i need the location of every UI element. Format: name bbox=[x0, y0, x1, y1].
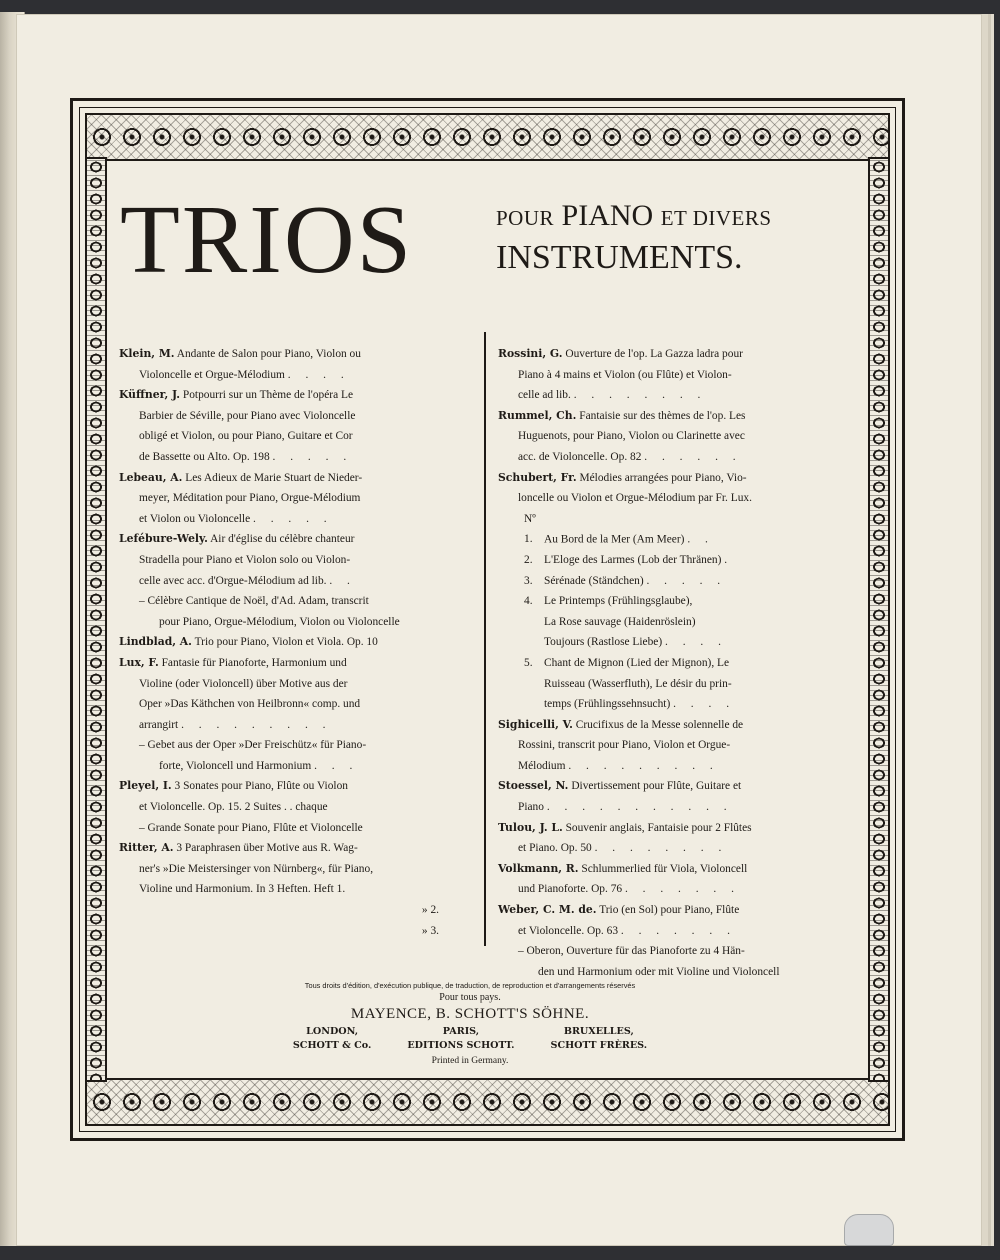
entry-line bbox=[498, 571, 818, 592]
entry-text: Barbier de Séville, pour Piano avec Violoncelle bbox=[139, 409, 356, 422]
entry-text: den und Harmonium oder mit Violine und Violoncell bbox=[538, 965, 780, 978]
catalogue-entry bbox=[119, 632, 441, 653]
leader-dots: . . . . . . . bbox=[624, 883, 740, 896]
rights-notice: Tous droits d'édition, d'exécution publique, de traduction, de reproduction et d'arrangements réservés bbox=[304, 981, 636, 990]
leader-dots: . . . . . bbox=[646, 574, 727, 587]
ornament-band-bottom bbox=[85, 1078, 890, 1126]
entry-text: Chant de Mignon (Lied der Mignon), Le bbox=[544, 656, 730, 669]
catalogue-sub-entry bbox=[119, 921, 441, 942]
rights-scope: Pour tous pays. bbox=[439, 992, 501, 1003]
entry-line bbox=[498, 694, 818, 715]
subtitle-line-1 bbox=[496, 198, 856, 236]
entry-line bbox=[119, 529, 441, 550]
leader-dots: . . . bbox=[314, 759, 359, 772]
composer-name: Rummel, Ch. bbox=[498, 408, 577, 422]
entry-line bbox=[119, 426, 441, 447]
catalogue-entry bbox=[498, 859, 818, 900]
ornament-band-right bbox=[868, 157, 890, 1082]
entry-line bbox=[119, 818, 441, 839]
catalogue-entry bbox=[119, 468, 441, 530]
leader-dots: . . . . . . . . . bbox=[568, 759, 719, 772]
leader-dots: . . . . . . . . . . . bbox=[546, 801, 733, 814]
entry-line bbox=[498, 715, 818, 736]
entry-text: Piano à 4 mains et Violon (ou Flûte) et Violon- bbox=[518, 368, 732, 381]
entry-text: Mélodium bbox=[518, 759, 566, 772]
title-block bbox=[120, 186, 860, 300]
leader-dots: . . bbox=[329, 574, 356, 587]
entry-line bbox=[498, 756, 818, 777]
leader-dots: . bbox=[724, 553, 734, 566]
entry-line bbox=[498, 818, 818, 839]
entry-text: Violine und Harmonium. In 3 Heften. Heft 1. bbox=[139, 883, 346, 896]
entry-line bbox=[119, 776, 441, 797]
entry-text: acc. de Violoncelle. Op. 82 bbox=[518, 450, 642, 463]
entry-text: Crucifixus de la Messe solennelle de bbox=[575, 718, 744, 731]
entry-text: Fantaisie sur des thèmes de l'op. Les bbox=[579, 409, 746, 422]
entry-text: Souvenir anglais, Fantaisie pour 2 Flûtes bbox=[565, 821, 752, 834]
entry-text: Trio (en Sol) pour Piano, Flûte bbox=[599, 904, 740, 917]
entry-line bbox=[119, 632, 441, 653]
entry-text: meyer, Méditation pour Piano, Orgue-Mélodium bbox=[139, 492, 361, 505]
entry-line bbox=[119, 921, 441, 942]
entry-text: celle ad lib. bbox=[518, 389, 571, 402]
numbered-item bbox=[498, 653, 818, 715]
entry-text: Sérénade (Ständchen) bbox=[544, 574, 644, 587]
entry-line bbox=[119, 509, 441, 530]
leader-dots: . . . . . bbox=[253, 512, 333, 525]
composer-name: Küffner, J. bbox=[119, 388, 181, 402]
catalogue-sub-entry bbox=[119, 591, 441, 632]
entry-text: 3 Paraphrasen über Motive aus R. Wag- bbox=[176, 842, 358, 855]
entry-line bbox=[119, 344, 441, 365]
entry-text: – Oberon, Ouverture für das Pianoforte zu 4 Hän- bbox=[518, 945, 745, 958]
entry-text: forte, Violoncell und Harmonium bbox=[159, 759, 312, 772]
entry-text: Le Printemps (Frühlingsglaube), bbox=[544, 595, 693, 608]
entry-text: Toujours (Rastlose Liebe) bbox=[544, 636, 663, 649]
catalogue-entry bbox=[119, 838, 441, 900]
item-number: Nº 1. bbox=[524, 512, 536, 546]
entry-text: 3 Sonates pour Piano, Flûte ou Violon bbox=[174, 780, 348, 793]
branch-house: SCHOTT & Co. bbox=[292, 1040, 372, 1051]
entry-line bbox=[498, 797, 818, 818]
entry-text: et Piano. Op. 50 bbox=[518, 842, 592, 855]
entry-line bbox=[498, 488, 818, 509]
entry-line bbox=[119, 900, 441, 921]
entry-text: arrangirt bbox=[139, 718, 179, 731]
composer-name: Schubert, Fr. bbox=[498, 470, 577, 484]
entry-line bbox=[498, 550, 818, 571]
entry-line bbox=[119, 838, 441, 859]
entry-text: – Gebet aus der Oper »Der Freischütz« für Piano- bbox=[139, 739, 367, 752]
entry-line bbox=[498, 344, 818, 365]
catalogue-entry bbox=[119, 529, 441, 591]
branch-city: PARIS, bbox=[442, 1026, 480, 1037]
entry-line bbox=[119, 447, 441, 468]
composer-name: Lefébure-Wely. bbox=[119, 532, 208, 546]
entry-line bbox=[498, 735, 818, 756]
leader-dots: . . bbox=[687, 533, 714, 546]
entry-line bbox=[498, 612, 818, 633]
catalogue-entry bbox=[119, 653, 441, 735]
composer-name: Tulou, J. L. bbox=[498, 820, 563, 834]
branch-london bbox=[293, 1025, 371, 1053]
catalogue-sub-entry bbox=[119, 735, 441, 776]
entry-text: Violine (oder Violoncell) über Motive aus der bbox=[139, 677, 348, 690]
subtitle-instruments: INSTRUMENTS. bbox=[496, 239, 743, 276]
catalogue-entry bbox=[498, 776, 818, 817]
catalogue-sub-entry bbox=[119, 818, 441, 839]
entry-line bbox=[498, 365, 818, 386]
leader-dots: . . . . bbox=[287, 368, 350, 381]
entry-line bbox=[119, 653, 441, 674]
branch-house: EDITIONS SCHOTT. bbox=[407, 1040, 515, 1051]
entry-line bbox=[119, 674, 441, 695]
branch-bruxelles bbox=[551, 1025, 648, 1053]
composer-name: Pleyel, I. bbox=[119, 779, 172, 793]
composer-name: Lux, F. bbox=[119, 655, 159, 669]
leader-dots: . . . . . bbox=[272, 450, 353, 463]
entry-text: Huguenots, pour Piano, Violon ou Clarinette avec bbox=[518, 430, 745, 443]
entry-line bbox=[498, 859, 818, 880]
entry-text: Schlummerlied für Viola, Violoncell bbox=[581, 862, 748, 875]
entry-line bbox=[498, 838, 818, 859]
leader-dots: . . . . bbox=[673, 698, 736, 711]
entry-text: Violoncelle et Orgue-Mélodium bbox=[139, 368, 285, 381]
entry-line bbox=[498, 776, 818, 797]
branch-paris bbox=[407, 1025, 514, 1053]
entry-text: Trio pour Piano, Violon et Viola. Op. 10 bbox=[194, 636, 378, 649]
entry-line bbox=[119, 406, 441, 427]
entry-text: Fantasie für Pianoforte, Harmonium und bbox=[161, 656, 347, 669]
catalogue-entry bbox=[119, 385, 441, 467]
leader-dots: . . . . . . . bbox=[620, 924, 736, 937]
branch-city: BRUXELLES, bbox=[563, 1026, 634, 1037]
composer-name: Weber, C. M. de. bbox=[498, 903, 597, 917]
entry-line bbox=[119, 859, 441, 880]
ornament-band-left bbox=[85, 157, 107, 1082]
scanner-clip bbox=[844, 1214, 894, 1246]
entry-line bbox=[119, 468, 441, 489]
column-divider bbox=[484, 332, 486, 946]
numbered-item bbox=[498, 571, 818, 592]
ornament-band-top bbox=[85, 113, 890, 161]
subtitle-pour: POUR bbox=[496, 206, 555, 230]
leader-dots: . . . . . . bbox=[644, 450, 742, 463]
subtitle-et-divers: ET DIVERS bbox=[660, 206, 772, 230]
entry-line bbox=[119, 488, 441, 509]
entry-line bbox=[498, 509, 818, 550]
entry-text: – Grande Sonate pour Piano, Flûte et Violoncelle bbox=[139, 821, 363, 834]
entry-line bbox=[119, 571, 441, 592]
numbered-item bbox=[498, 509, 818, 550]
entry-text: et Violon ou Violoncelle bbox=[139, 512, 251, 525]
leader-dots: . . . . bbox=[665, 636, 727, 649]
entry-text: Les Adieux de Marie Stuart de Nieder- bbox=[185, 471, 363, 484]
entry-line bbox=[119, 879, 441, 900]
entry-text: Divertissement pour Flûte, Guitare et bbox=[571, 780, 742, 793]
entry-line bbox=[498, 591, 818, 612]
item-number: 3. bbox=[524, 574, 533, 587]
entry-text: Oper »Das Käthchen von Heilbronn« comp. und bbox=[139, 698, 361, 711]
branch-city: LONDON, bbox=[306, 1026, 359, 1037]
entry-text: Air d'église du célèbre chanteur bbox=[210, 533, 355, 546]
entry-line bbox=[498, 900, 818, 921]
entry-text: Ruisseau (Wasserfluth), Le désir du prin- bbox=[544, 677, 732, 690]
entry-line bbox=[119, 715, 441, 736]
catalogue-entry bbox=[498, 715, 818, 777]
entry-line bbox=[498, 879, 818, 900]
entry-text: Ouverture de l'op. La Gazza ladra pour bbox=[565, 348, 743, 360]
entry-text: ner's »Die Meistersinger von Nürnberg«, für Piano, bbox=[139, 862, 374, 875]
leader-dots: . . . . . . . . bbox=[573, 389, 707, 402]
composer-name: Rossini, G. bbox=[498, 347, 563, 360]
catalogue-column-left bbox=[119, 344, 441, 941]
entry-text: celle avec acc. d'Orgue-Mélodium ad lib. bbox=[139, 574, 327, 587]
entry-line bbox=[119, 756, 441, 777]
catalogue-entry bbox=[119, 776, 441, 817]
entry-line bbox=[498, 468, 818, 489]
entry-text: pour Piano, Orgue-Mélodium, Violon ou Violoncelle bbox=[159, 615, 400, 628]
composer-name: Klein, M. bbox=[119, 347, 175, 360]
catalogue-column-right bbox=[498, 344, 818, 982]
subtitle-piano: PIANO bbox=[561, 199, 654, 232]
composer-name: Volkmann, R. bbox=[498, 861, 579, 875]
entry-line bbox=[119, 735, 441, 756]
entry-line bbox=[498, 921, 818, 942]
entry-line bbox=[119, 694, 441, 715]
entry-text: Piano bbox=[518, 801, 544, 814]
leader-dots: . . . . . . . . . bbox=[181, 718, 332, 731]
entry-line bbox=[498, 447, 818, 468]
composer-name: Stoessel, N. bbox=[498, 779, 569, 793]
entry-text: temps (Frühlingssehnsucht) bbox=[544, 698, 671, 711]
item-number: 5. bbox=[524, 656, 533, 669]
entry-text: Au Bord de la Mer (Am Meer) bbox=[544, 533, 685, 546]
entry-text: et Violoncelle. Op. 63 bbox=[518, 924, 619, 937]
entry-line bbox=[119, 550, 441, 571]
catalogue-sub-entry bbox=[119, 900, 441, 921]
item-number: 4. bbox=[524, 595, 533, 608]
entry-text: La Rose sauvage (Haidenröslein) bbox=[544, 615, 696, 628]
entry-text: und Pianoforte. Op. 76 bbox=[518, 883, 623, 896]
catalogue-entry bbox=[498, 344, 818, 406]
composer-name: Sighicelli, V. bbox=[498, 717, 573, 731]
entry-line bbox=[119, 612, 441, 633]
catalogue-entry bbox=[119, 344, 441, 385]
entry-line bbox=[498, 941, 818, 962]
entry-line bbox=[498, 632, 818, 653]
numbered-item bbox=[498, 550, 818, 571]
catalogue-entry bbox=[498, 468, 818, 509]
entry-line bbox=[498, 653, 818, 674]
entry-text: Stradella pour Piano et Violon solo ou Violon- bbox=[139, 553, 351, 566]
entry-line bbox=[498, 674, 818, 695]
entry-text: loncelle ou Violon et Orgue-Mélodium par Fr. Lux. bbox=[518, 492, 752, 505]
numbered-item bbox=[498, 591, 818, 653]
entry-text: » 3. bbox=[421, 924, 439, 937]
printed-in: Printed in Germany. bbox=[431, 1056, 509, 1066]
entry-line bbox=[119, 385, 441, 406]
title-subtitle bbox=[496, 198, 856, 280]
publisher-footer bbox=[100, 980, 840, 1069]
entry-line bbox=[119, 591, 441, 612]
item-number: 2. bbox=[524, 553, 533, 566]
entry-text: Rossini, transcrit pour Piano, Violon et Orgue- bbox=[518, 739, 731, 752]
entry-text: Potpourri sur un Thème de l'opéra Le bbox=[182, 389, 354, 402]
entry-text: Mélodies arrangées pour Piano, Vio- bbox=[579, 471, 747, 484]
entry-text: » 2. bbox=[421, 904, 439, 917]
catalogue-sub-entry bbox=[498, 941, 818, 982]
publisher-name: MAYENCE, B. SCHOTT'S SÖHNE. bbox=[350, 1006, 590, 1022]
catalogue-entry bbox=[498, 406, 818, 468]
branch-house: SCHOTT FRÈRES. bbox=[550, 1040, 648, 1051]
entry-line bbox=[498, 385, 818, 406]
leader-dots: . . . . . . . . bbox=[594, 842, 728, 855]
catalogue-entry bbox=[498, 900, 818, 941]
catalogue-entry bbox=[498, 818, 818, 859]
composer-name: Lindblad, A. bbox=[119, 635, 192, 649]
entry-line bbox=[119, 365, 441, 386]
title-trios: TRIOS bbox=[120, 186, 414, 294]
entry-text: de Bassette ou Alto. Op. 198 bbox=[139, 450, 270, 463]
entry-text: Andante de Salon pour Piano, Violon ou bbox=[176, 348, 361, 360]
entry-line bbox=[498, 406, 818, 427]
entry-text: L'Eloge des Larmes (Lob der Thränen) bbox=[544, 553, 722, 566]
entry-text: obligé et Violon, ou pour Piano, Guitare et Cor bbox=[139, 430, 353, 443]
composer-name: Ritter, A. bbox=[119, 841, 174, 855]
composer-name: Lebeau, A. bbox=[119, 470, 183, 484]
publisher-branches bbox=[100, 1025, 840, 1053]
entry-text: – Célèbre Cantique de Noël, d'Ad. Adam, transcrit bbox=[139, 595, 369, 608]
entry-text: et Violoncelle. Op. 15. 2 Suites . . chaque bbox=[139, 801, 328, 814]
entry-line bbox=[498, 426, 818, 447]
entry-line bbox=[119, 797, 441, 818]
